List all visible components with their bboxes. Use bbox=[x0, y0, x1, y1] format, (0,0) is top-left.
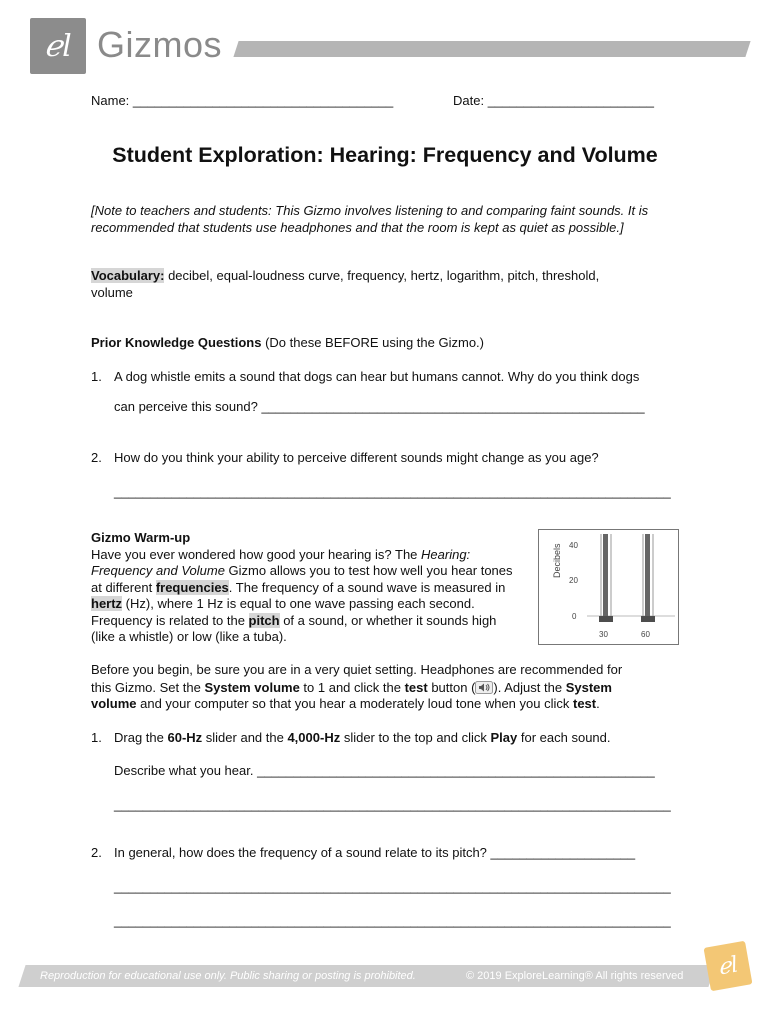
logo-glyph: ℯl bbox=[44, 28, 72, 64]
prior-q2-answer-line[interactable]: _____________________________________________________________________________ bbox=[114, 484, 671, 499]
slider-track-30hz bbox=[599, 534, 613, 622]
activity-q1-describe-line[interactable]: Describe what you hear. _______________________________________________________ bbox=[114, 763, 655, 778]
vocabulary-line-2: volume bbox=[91, 285, 133, 300]
name-field[interactable]: Name: ____________________________________ bbox=[91, 93, 394, 108]
activity-q1-number: 1. bbox=[91, 730, 102, 745]
term-pitch: pitch bbox=[248, 612, 280, 628]
before-line-2: this Gizmo. Set the System volume to 1 and click the test button ( ). Adjust the System bbox=[91, 680, 612, 695]
term-frequencies: frequencies bbox=[155, 579, 229, 595]
figure-ytick-40: 40 bbox=[569, 541, 578, 550]
prior-q1-text: A dog whistle emits a sound that dogs can hear but humans cannot. Why do you think dogs bbox=[114, 369, 640, 384]
figure-xtick-30: 30 bbox=[599, 630, 608, 639]
teacher-note: [Note to teachers and students: This Gizmo involves listening to and comparing faint sounds. It is recommended that students use headphones and that the room is kept as quiet as possible.] bbox=[91, 203, 649, 235]
figure-ylabel: Decibels bbox=[552, 543, 562, 578]
explorelearning-badge: ℯl bbox=[703, 941, 752, 992]
footer-disclaimer: Reproduction for educational use only. Public sharing or posting is prohibited. bbox=[40, 970, 416, 982]
speaker-icon bbox=[475, 681, 493, 694]
figure-ytick-0: 0 bbox=[572, 612, 577, 621]
vocabulary-line-1: Vocabulary: decibel, equal-loudness curve, frequency, hertz, logarithm, pitch, threshold, bbox=[91, 268, 600, 283]
activity-q2-number: 2. bbox=[91, 845, 102, 860]
figure-xtick-60: 60 bbox=[641, 630, 650, 639]
prior-q1-number: 1. bbox=[91, 369, 102, 384]
header-bar bbox=[233, 41, 750, 57]
prior-knowledge-heading: Prior Knowledge Questions (Do these BEFORE using the Gizmo.) bbox=[91, 335, 484, 350]
activity-q1-text: Drag the 60-Hz slider and the 4,000-Hz slider to the top and click Play for each sound. bbox=[114, 730, 611, 745]
decibel-slider-figure bbox=[538, 529, 679, 645]
brand-title: Gizmos bbox=[97, 24, 223, 65]
warmup-heading: Gizmo Warm-up bbox=[91, 530, 191, 545]
vocabulary-label: Vocabulary: bbox=[91, 268, 165, 283]
before-line-3: volume and your computer so that you hear a moderately loud tone when you click test. bbox=[91, 696, 600, 711]
date-field[interactable]: Date: _______________________ bbox=[453, 93, 654, 108]
figure-ytick-20: 20 bbox=[569, 576, 578, 585]
activity-q2-answer-line-2[interactable]: _____________________________________________________________________________ bbox=[114, 913, 671, 928]
activity-q2-answer-line-1[interactable]: _____________________________________________________________________________ bbox=[114, 879, 671, 894]
term-hertz: hertz bbox=[91, 596, 123, 611]
prior-q1-answer-line[interactable]: can perceive this sound? _____________________________________________________ bbox=[114, 399, 645, 414]
prior-q2-text: How do you think your ability to perceive different sounds might change as you age? bbox=[114, 450, 599, 465]
activity-q1-answer-line[interactable]: _____________________________________________________________________________ bbox=[114, 797, 671, 812]
page-title: Student Exploration: Hearing: Frequency and Volume bbox=[112, 143, 658, 167]
slider-track-60hz bbox=[641, 534, 655, 622]
warmup-paragraph: Gizmo Warm-up Have you ever wondered how good your hearing is? The Hearing: Frequency and Volume Gizmo allows you to test how well you hear tones at different frequencies. The frequency of a sound wave is measured in hertz (Hz), where 1 Hz is equal to one wave passing each second. Frequency is related to the pitch of a sound, or whether it sounds high (like a whistle) or low (like a tuba). bbox=[91, 530, 513, 644]
footer-copyright: © 2019 ExploreLearning® All rights reserved bbox=[466, 970, 684, 982]
before-line-1: Before you begin, be sure you are in a very quiet setting. Headphones are recommended for bbox=[91, 662, 623, 677]
prior-q2-number: 2. bbox=[91, 450, 102, 465]
gizmos-logo bbox=[30, 18, 86, 74]
activity-q2-text[interactable]: In general, how does the frequency of a sound relate to its pitch? ____________________ bbox=[114, 845, 636, 860]
